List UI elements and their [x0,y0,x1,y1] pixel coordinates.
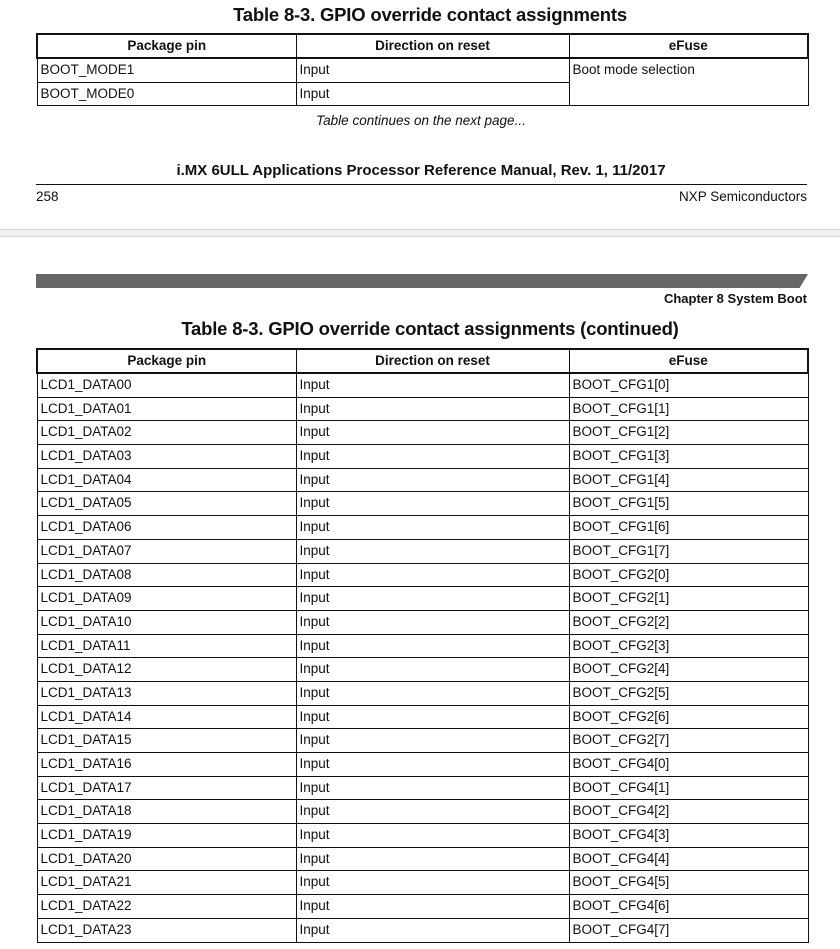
cell-efuse: BOOT_CFG2[4] [569,658,808,682]
cell-package-pin: LCD1_DATA10 [37,610,296,634]
table-row [37,610,808,634]
table-row [37,421,808,445]
cell-direction: Input [296,587,569,611]
cell-efuse: BOOT_CFG4[2] [569,800,808,824]
table-row [37,681,808,705]
footer-page-number: 258 [36,189,59,204]
cell-efuse: BOOT_CFG2[5] [569,681,808,705]
cell-efuse: BOOT_CFG2[0] [569,563,808,587]
cell-direction: Input [296,610,569,634]
cell-package-pin: LCD1_DATA11 [37,634,296,658]
table-row [37,563,808,587]
column-header-package-pin: Package pin [37,349,296,373]
cell-direction: Input [296,753,569,777]
cell-efuse: BOOT_CFG4[6] [569,895,808,919]
cell-direction: Input [296,634,569,658]
cell-efuse: BOOT_CFG2[6] [569,705,808,729]
footer-divider [36,184,807,185]
gpio-override-table-part2 [36,348,809,943]
cell-package-pin: LCD1_DATA08 [37,563,296,587]
cell-efuse: BOOT_CFG2[7] [569,729,808,753]
table-row [37,658,808,682]
cell-direction: Input [296,776,569,800]
table-row [37,587,808,611]
cell-efuse: BOOT_CFG4[4] [569,847,808,871]
cell-efuse: BOOT_CFG1[5] [569,492,808,516]
table-row [37,539,808,563]
cell-package-pin: LCD1_DATA06 [37,516,296,540]
cell-package-pin: LCD1_DATA09 [37,587,296,611]
cell-efuse: BOOT_CFG1[4] [569,468,808,492]
table-row [37,847,808,871]
gpio-override-table-part1 [36,33,809,106]
cell-efuse: BOOT_CFG2[2] [569,610,808,634]
table-row [37,705,808,729]
table-header-row [37,34,808,58]
cell-package-pin: LCD1_DATA16 [37,753,296,777]
cell-direction: Input [296,373,569,397]
page-separator [0,229,840,237]
cell-efuse: BOOT_CFG2[3] [569,634,808,658]
column-header-efuse: eFuse [569,349,808,373]
column-header-package-pin: Package pin [37,34,296,58]
table-row [37,895,808,919]
table-row [37,800,808,824]
cell-direction: Input [296,58,569,82]
cell-package-pin: LCD1_DATA18 [37,800,296,824]
footer-company: NXP Semiconductors [678,189,807,204]
table-continues-note: Table continues on the next page... [316,113,526,128]
cell-direction: Input [296,397,569,421]
cell-efuse: BOOT_CFG1[1] [569,397,808,421]
cell-direction: Input [296,871,569,895]
table-row [37,516,808,540]
cell-package-pin: LCD1_DATA05 [37,492,296,516]
chapter-label: Chapter 8 System Boot [663,291,807,306]
cell-efuse: BOOT_CFG4[0] [569,753,808,777]
table-row [37,468,808,492]
cell-package-pin: LCD1_DATA07 [37,539,296,563]
cell-efuse: BOOT_CFG4[1] [569,776,808,800]
cell-package-pin: LCD1_DATA03 [37,445,296,469]
table-row [37,492,808,516]
cell-package-pin: BOOT_MODE1 [37,58,296,82]
cell-package-pin: LCD1_DATA21 [37,871,296,895]
cell-package-pin: LCD1_DATA19 [37,824,296,848]
cell-efuse: BOOT_CFG2[1] [569,587,808,611]
cell-direction: Input [296,468,569,492]
table-row [37,397,808,421]
cell-direction: Input [296,539,569,563]
table-row [37,918,808,942]
cell-direction: Input [296,705,569,729]
cell-efuse-merged: Boot mode selection [569,58,808,106]
cell-efuse: BOOT_CFG1[6] [569,516,808,540]
table-row [37,871,808,895]
cell-direction: Input [296,824,569,848]
cell-efuse: BOOT_CFG1[2] [569,421,808,445]
cell-package-pin: BOOT_MODE0 [37,82,296,106]
cell-package-pin: LCD1_DATA20 [37,847,296,871]
cell-efuse: BOOT_CFG1[0] [569,373,808,397]
table-row [37,373,808,397]
cell-direction: Input [296,895,569,919]
cell-efuse: BOOT_CFG4[7] [569,918,808,942]
cell-package-pin: LCD1_DATA17 [37,776,296,800]
cell-package-pin: LCD1_DATA04 [37,468,296,492]
table-row [37,753,808,777]
footer-manual-title: i.MX 6ULL Applications Processor Reference Manual, Rev. 1, 11/2017 [176,162,666,179]
table-body [37,373,808,942]
cell-package-pin: LCD1_DATA01 [37,397,296,421]
cell-package-pin: LCD1_DATA22 [37,895,296,919]
table-row [37,634,808,658]
cell-package-pin: LCD1_DATA23 [37,918,296,942]
table-header-row [37,349,808,373]
cell-direction: Input [296,421,569,445]
cell-direction: Input [296,516,569,540]
cell-package-pin: LCD1_DATA00 [37,373,296,397]
table-row [37,824,808,848]
table-title: Table 8-3. GPIO override contact assignments [233,4,627,25]
column-header-direction: Direction on reset [296,34,569,58]
cell-direction: Input [296,800,569,824]
cell-efuse: BOOT_CFG1[7] [569,539,808,563]
cell-package-pin: LCD1_DATA12 [37,658,296,682]
table-row [37,445,808,469]
cell-package-pin: LCD1_DATA15 [37,729,296,753]
cell-direction: Input [296,658,569,682]
cell-package-pin: LCD1_DATA13 [37,681,296,705]
cell-direction: Input [296,847,569,871]
table-row [37,729,808,753]
cell-direction: Input [296,492,569,516]
cell-direction: Input [296,729,569,753]
cell-direction: Input [296,918,569,942]
table-row [37,776,808,800]
table-title-continued: Table 8-3. GPIO override contact assignments (continued) [181,318,679,339]
table-row [37,58,808,82]
cell-package-pin: LCD1_DATA02 [37,421,296,445]
column-header-efuse: eFuse [569,34,808,58]
cell-direction: Input [296,563,569,587]
cell-efuse: BOOT_CFG4[3] [569,824,808,848]
cell-direction: Input [296,681,569,705]
cell-direction: Input [296,82,569,106]
chapter-header-bar [36,274,808,288]
column-header-direction: Direction on reset [296,349,569,373]
cell-efuse: BOOT_CFG1[3] [569,445,808,469]
cell-efuse: BOOT_CFG4[5] [569,871,808,895]
cell-direction: Input [296,445,569,469]
cell-package-pin: LCD1_DATA14 [37,705,296,729]
